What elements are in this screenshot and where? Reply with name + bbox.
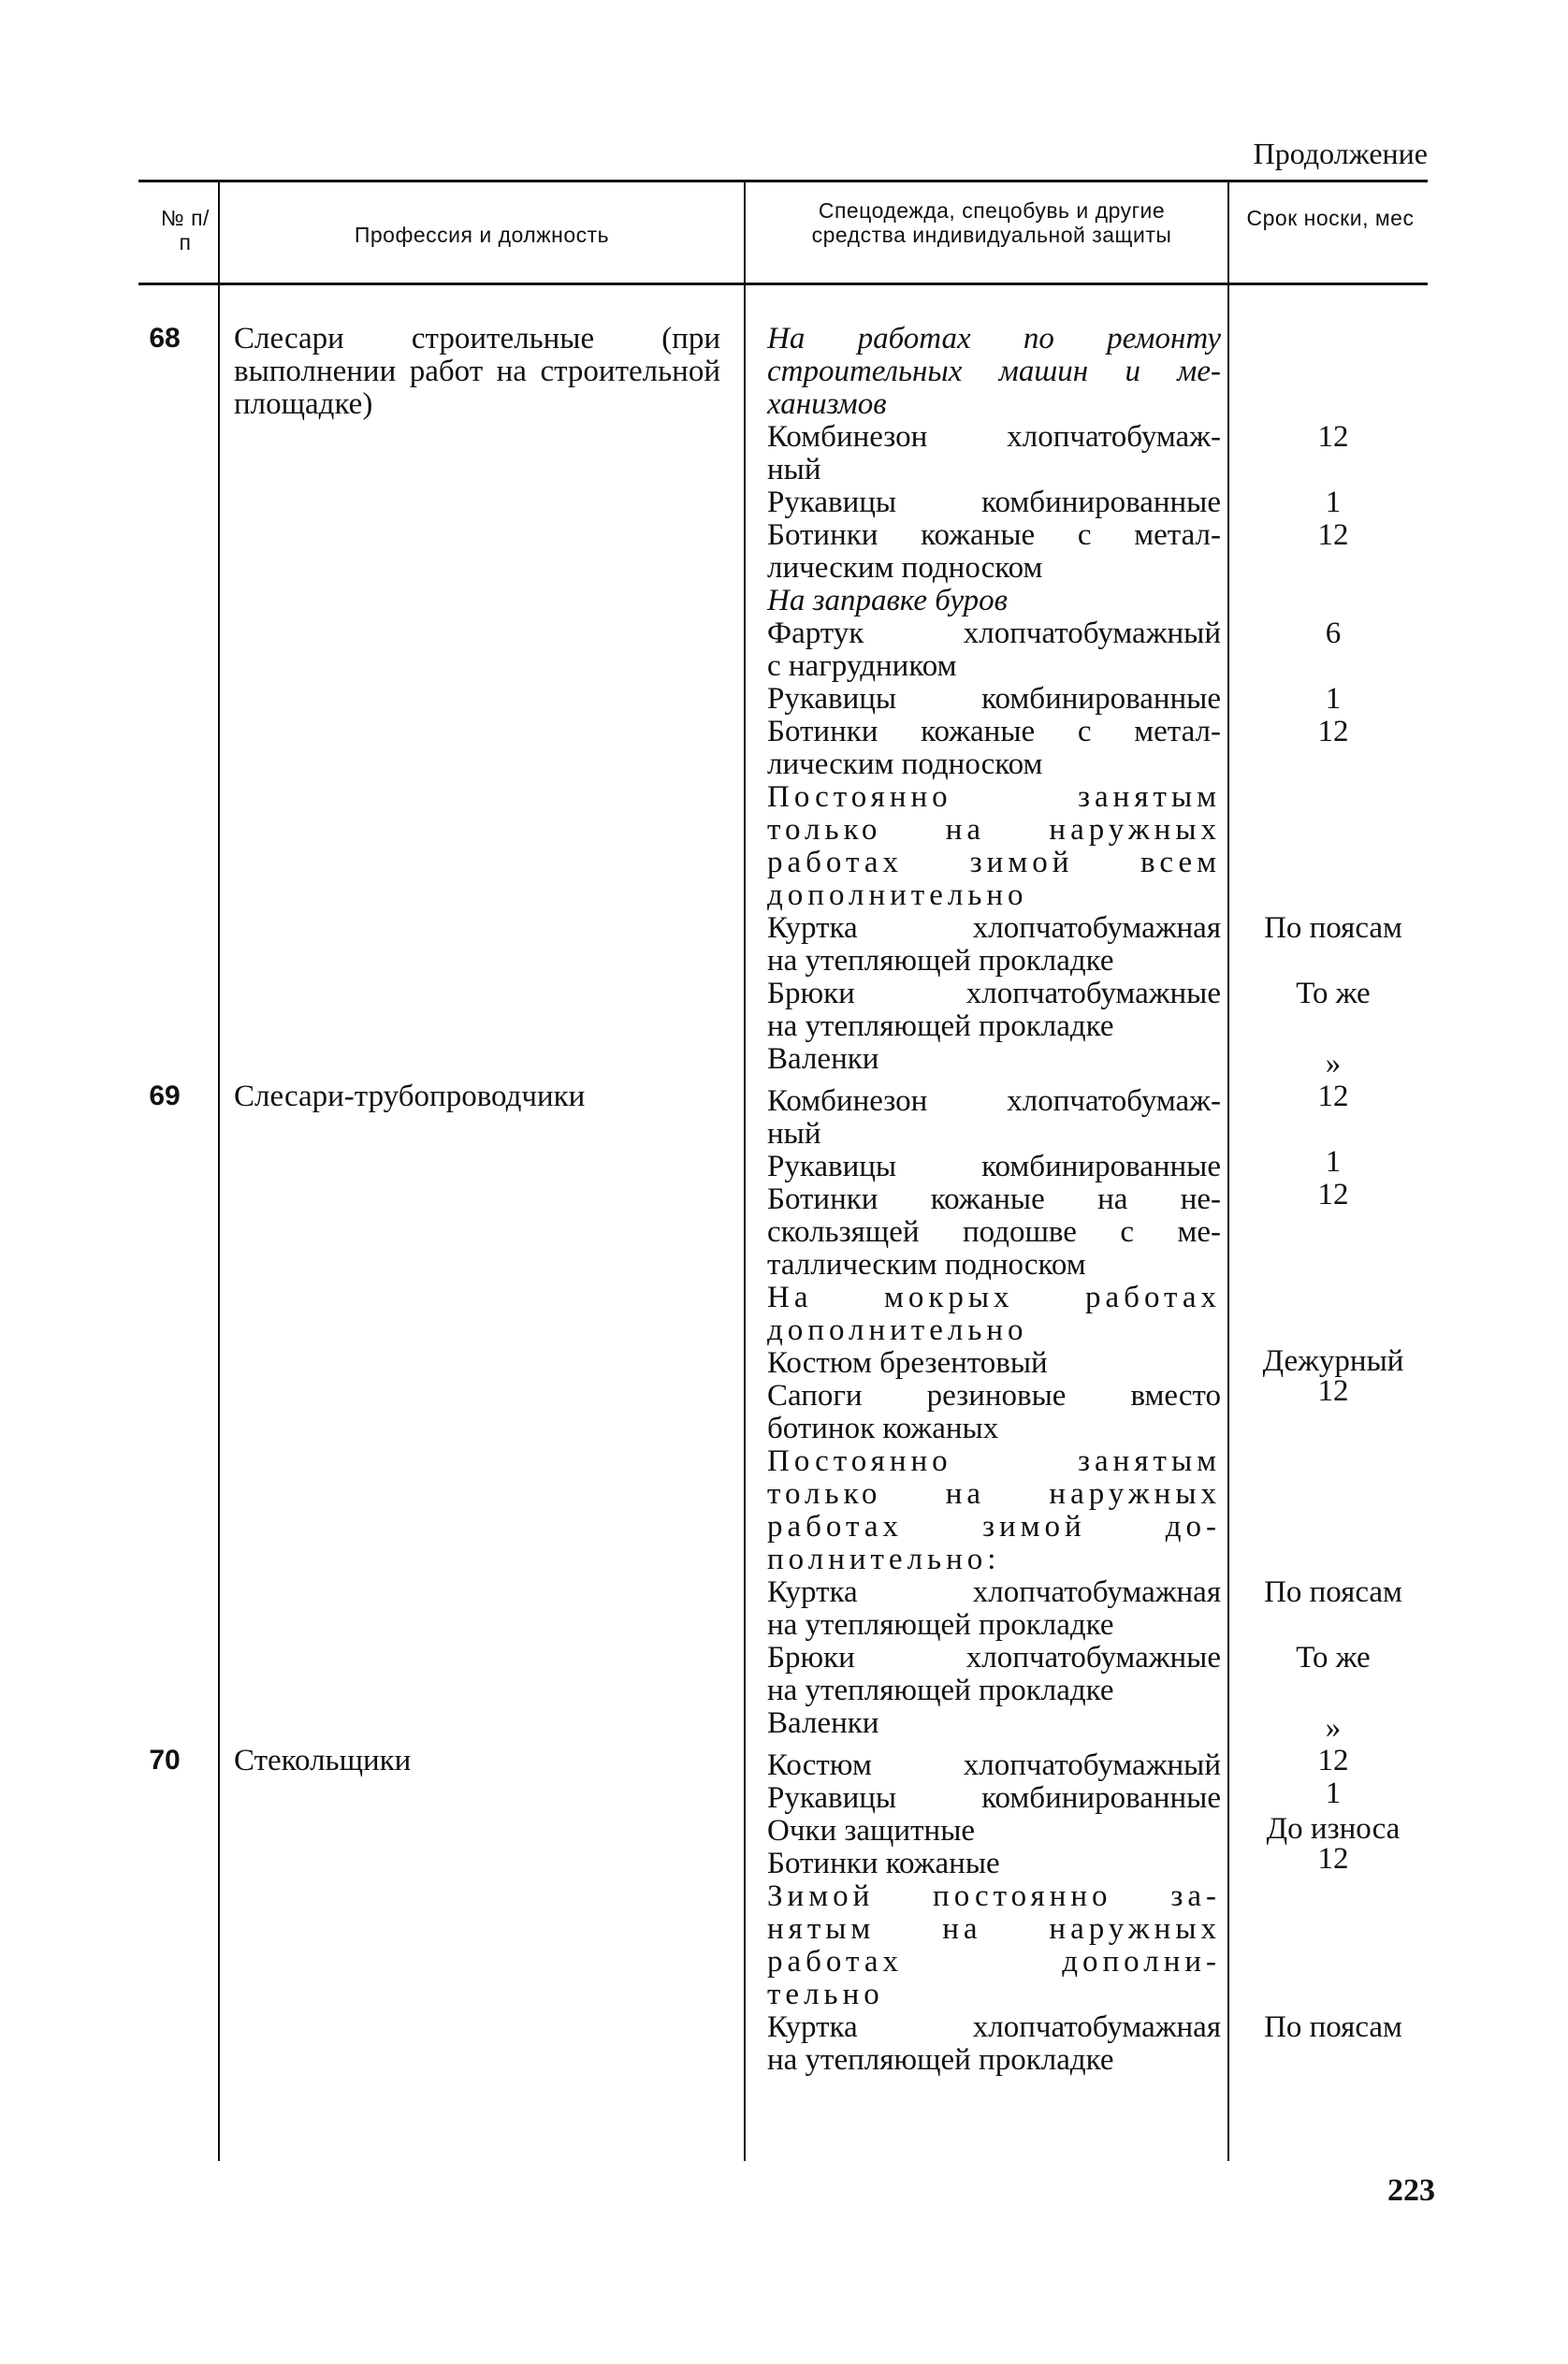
row-69-term: 1 — [1325, 1145, 1342, 1179]
row-69-line: На мокрых работах — [767, 1281, 1221, 1314]
row-69-line: на утепляющей прокладке — [767, 1608, 1114, 1642]
row-70-term: 12 — [1317, 1842, 1349, 1876]
row-68-line: Ботинки кожаные с метал- — [767, 715, 1221, 748]
row-69-term: 12 — [1317, 1374, 1349, 1408]
row-68-term: 6 — [1325, 616, 1342, 650]
row-68-line: только на наружных — [767, 813, 1221, 847]
row-69-line: ный — [767, 1117, 821, 1151]
row-70-term: До износа — [1266, 1812, 1401, 1846]
row-68-line: лическим подноском — [767, 747, 1043, 781]
row-68-term: По поясам — [1264, 911, 1402, 945]
continuation-label: Продолжение — [1253, 137, 1428, 170]
row-68-line: Валенки — [767, 1042, 879, 1076]
row-68-line: ный — [767, 453, 821, 486]
header-term: Срок носки, мес — [1246, 206, 1415, 230]
header-equipment: Спецодежда, спецобувь и другие средства индивидуальной защиты — [811, 198, 1172, 247]
row-70-line: Рукавицы комбинированные — [767, 1781, 1221, 1815]
row-68-line: Куртка хлопчатобумажная — [767, 911, 1221, 945]
row-69-term: 12 — [1317, 1080, 1349, 1113]
row-68-term: 12 — [1317, 420, 1349, 454]
table-header-rule — [138, 283, 1428, 285]
row-69-line: Валенки — [767, 1706, 879, 1740]
row-69-line: работах зимой до- — [767, 1510, 1221, 1544]
row-69-line: ботинок кожаных — [767, 1412, 999, 1445]
row-68-term: » — [1325, 1047, 1342, 1080]
page-number: 223 — [1387, 2173, 1435, 2208]
row-70-profession: Стекольщики — [234, 1744, 412, 1777]
column-divider-3 — [1227, 182, 1229, 2161]
header-num: № п/п — [161, 206, 210, 254]
header-profession: Профессия и должность — [354, 223, 610, 247]
row-69-line: Комбинезон хлопчатобумаж- — [767, 1084, 1221, 1118]
row-68-term: 1 — [1325, 486, 1342, 519]
row-69-term: То же — [1296, 1641, 1371, 1675]
row-68-term: 12 — [1317, 518, 1349, 552]
row-68-line: Рукавицы комбинированные — [767, 682, 1221, 716]
row-70-line: Зимой постоянно за- — [767, 1879, 1221, 1913]
row-69-line: Рукавицы комбинированные — [767, 1150, 1221, 1183]
row-69-line: Постоянно занятым — [767, 1444, 1221, 1478]
row-68-line: Рукавицы комбинированные — [767, 486, 1221, 519]
row-68-term: То же — [1296, 977, 1371, 1010]
row-68-line: Брюки хлопчатобумажные — [767, 977, 1221, 1010]
row-70-line: Костюм хлопчатобумажный — [767, 1748, 1221, 1782]
row-69-line: только на наружных — [767, 1477, 1221, 1511]
row-70-line: работах дополни- — [767, 1945, 1221, 1979]
row-70-line: Ботинки кожаные — [767, 1847, 1000, 1880]
row-70-number: 70 — [149, 1745, 181, 1776]
row-69-line: Брюки хлопчатобумажные — [767, 1641, 1221, 1675]
table-top-rule — [138, 180, 1428, 182]
row-68-number: 68 — [149, 323, 181, 354]
row-69-term: » — [1325, 1711, 1342, 1745]
row-69-profession: Слесари-трубопроводчики — [234, 1080, 586, 1113]
row-68-profession: Слесари строительные (при выполнении работ на строительной площадке) — [234, 322, 720, 421]
column-divider-1 — [218, 182, 220, 2161]
row-69-line: таллическим подноском — [767, 1248, 1086, 1282]
row-69-line: на утепляющей прокладке — [767, 1674, 1114, 1707]
row-69-line: Сапоги резиновые вместо — [767, 1379, 1221, 1413]
row-68-line: На работах по ремонту — [767, 322, 1221, 355]
row-68-line: На заправке буров — [767, 584, 1008, 617]
row-69-term: Дежурный — [1262, 1344, 1404, 1378]
row-68-line: Комбинезон хлопчатобумаж- — [767, 420, 1221, 454]
row-68-term: 12 — [1317, 715, 1349, 748]
row-69-line: Ботинки кожаные на не- — [767, 1182, 1221, 1216]
row-70-line: нятым на наружных — [767, 1912, 1221, 1946]
row-70-line: Очки защитные — [767, 1814, 976, 1848]
row-68-line: на утепляющей прокладке — [767, 944, 1114, 978]
row-68-line: дополнительно — [767, 878, 1028, 912]
row-68-line: строительных машин и ме- — [767, 355, 1221, 388]
row-69-line: Костюм брезентовый — [767, 1346, 1048, 1380]
column-divider-2 — [744, 182, 746, 2161]
row-70-term: 12 — [1317, 1744, 1349, 1777]
row-68-line: ханизмов — [767, 387, 887, 421]
row-70-line: тельно — [767, 1978, 884, 2011]
row-69-line: полнительно: — [767, 1543, 1001, 1576]
row-68-line: Ботинки кожаные с метал- — [767, 518, 1221, 552]
row-69-term: 12 — [1317, 1178, 1349, 1211]
row-68-term: 1 — [1325, 682, 1342, 716]
row-69-term: По поясам — [1264, 1575, 1402, 1609]
row-68-line: лическим подноском — [767, 551, 1043, 585]
row-70-line: на утепляющей прокладке — [767, 2043, 1114, 2077]
row-69-line: дополнительно — [767, 1313, 1028, 1347]
row-68-line: Фартук хлопчатобумажный — [767, 616, 1221, 650]
row-70-term: По поясам — [1264, 2010, 1402, 2044]
row-69-line: скользящей подошве с ме- — [767, 1215, 1221, 1249]
row-70-term: 1 — [1325, 1777, 1342, 1810]
row-68-line: Постоянно занятым — [767, 780, 1221, 814]
row-68-line: работах зимой всем — [767, 846, 1221, 879]
row-69-number: 69 — [149, 1080, 181, 1111]
row-68-line: на утепляющей прокладке — [767, 1009, 1114, 1043]
row-68-line: с нагрудником — [767, 649, 957, 683]
row-69-line: Куртка хлопчатобумажная — [767, 1575, 1221, 1609]
row-70-line: Куртка хлопчатобумажная — [767, 2010, 1221, 2044]
